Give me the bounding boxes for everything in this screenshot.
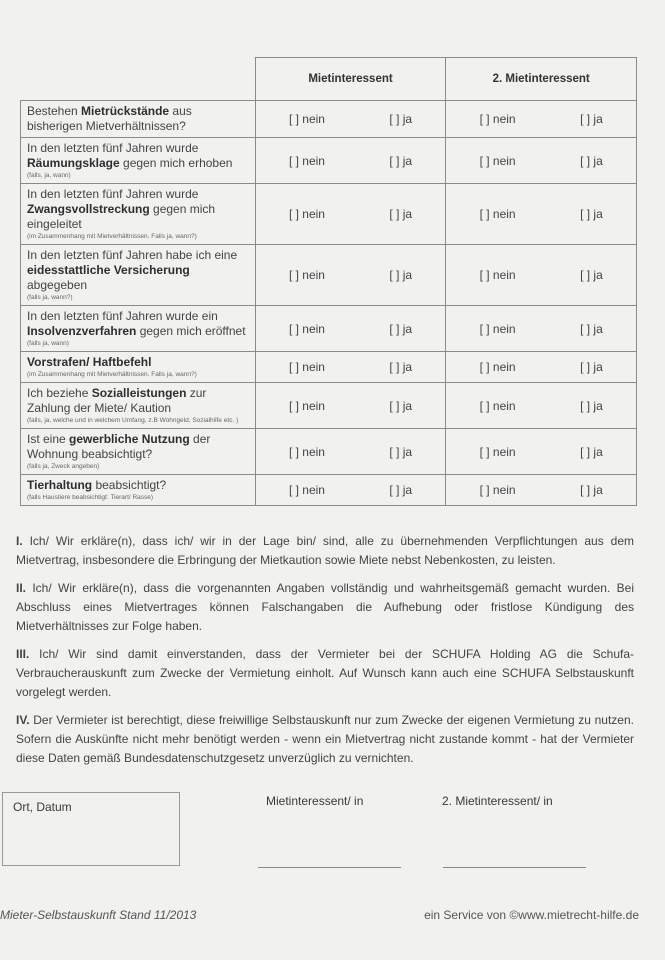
checkbox-nein[interactable]: [ ] nein: [479, 153, 516, 168]
answer-options: [447, 154, 635, 168]
question-cell: [21, 306, 256, 352]
question-note: (falls, ja, welche und in welchem Umfang, z.B Wohngeld, Sozialhilfe etc. ): [27, 417, 239, 424]
answer-options: [257, 322, 445, 336]
checkbox-nein[interactable]: [ ] nein: [479, 207, 516, 221]
answer-options: [257, 154, 445, 168]
question-text: gegen mich eingeleitet: [27, 202, 216, 231]
answer-options: [447, 360, 635, 374]
question-main: [27, 309, 249, 339]
checkbox-nein[interactable]: [ ] nein: [479, 321, 516, 336]
question-text: In den letzten fünf Jahren habe ich eine: [27, 248, 238, 262]
question-cell: [21, 138, 256, 184]
tenant1-signature-label: Mietinteressent/ in: [266, 794, 364, 808]
paragraph-text: Ich/ Wir erkläre(n), dass ich/ wir in der Lage bin/ sind, alle zu übernehmenden Verpflichtungen aus dem Mietvertrag, insbesondere die Erbringung der Mietkaution sowie Miete nebst Nebenkosten, zu leisten.: [16, 534, 634, 567]
answer-options: [447, 399, 635, 413]
question-text: In den letzten fünf Jahren wurde ein: [27, 309, 218, 323]
answer-cell-tenant-1: [255, 429, 446, 475]
declaration-paragraph: [16, 579, 634, 636]
paragraph-text: Ich/ Wir sind damit einverstanden, dass der Vermieter bei der SCHUFA Holding AG die Schufa-Verbraucherauskunft zum Zwecke der Vermietung einholt. Auf Wunsch kann auch eine SCHUFA Selbstauskunft vorgelegt werden.: [16, 647, 634, 699]
checkbox-ja[interactable]: [ ] ja: [580, 112, 603, 126]
answer-cell-tenant-2: [446, 184, 637, 245]
table-row: [21, 101, 637, 138]
checkbox-ja[interactable]: [ ] ja: [389, 321, 413, 336]
checkbox-ja[interactable]: [ ] ja: [389, 112, 413, 126]
checkbox-nein[interactable]: [ ] nein: [288, 360, 325, 374]
checkbox-ja[interactable]: [ ] ja: [389, 153, 413, 168]
checkbox-nein[interactable]: [ ] nein: [479, 483, 516, 497]
checkbox-ja[interactable]: [ ] ja: [580, 483, 603, 497]
place-date-box[interactable]: [2, 792, 180, 866]
answer-cell-tenant-2: [446, 138, 637, 184]
table-row: [21, 138, 637, 184]
answer-cell-tenant-2: [446, 383, 637, 429]
question-text: beabsichtigt?: [92, 478, 167, 492]
checkbox-ja[interactable]: [ ] ja: [389, 444, 413, 459]
question-note: (falls, ja, wann): [27, 172, 71, 179]
question-cell: [21, 184, 256, 245]
table-row: [21, 475, 637, 506]
question-keyword: eidesstattliche Versicherung: [27, 263, 190, 277]
answer-options: [447, 445, 635, 459]
question-text: gegen mich erhoben: [119, 156, 233, 170]
question-cell: [21, 383, 256, 429]
checkbox-ja[interactable]: [ ] ja: [580, 398, 603, 413]
table-row: [21, 306, 637, 352]
declarations: [16, 532, 634, 768]
footer-service: ein Service von ©www.mietrecht-hilfe.de: [424, 908, 639, 922]
question-text: der Wohnung beabsichtigt?: [27, 432, 211, 461]
question-text: aus bisherigen Mietverhältnissen?: [27, 104, 192, 133]
question-note: (falls Haustiere beabsichtigt: Tierart/ Rasse): [27, 494, 154, 501]
answer-options: [447, 322, 635, 336]
question-main: [27, 432, 249, 462]
paragraph-number: II.: [16, 581, 27, 595]
question-note: (falls ja, Zweck angeben): [27, 463, 100, 470]
signature-area: [0, 792, 665, 872]
answer-options: [257, 483, 445, 497]
answer-options: [447, 483, 635, 497]
checkbox-ja[interactable]: [ ] ja: [389, 268, 413, 282]
question-main: [27, 248, 249, 293]
question-keyword: gewerbliche Nutzung: [69, 432, 190, 446]
header-tenant-1: Mietinteressent: [255, 58, 446, 101]
paragraph-text: Ich/ Wir erkläre(n), dass die vorgenannten Angaben vollständig und wahrheitsgemäß gemacht wurden. Bei Abschluss eines Mietvertrages können Falschangaben die Aufhebung oder fristlose Kündigung des Mietverhältnisses zur Folge haben.: [16, 581, 634, 633]
checkbox-nein[interactable]: [ ] nein: [288, 444, 325, 459]
checkbox-nein[interactable]: [ ] nein: [479, 360, 516, 374]
answer-cell-tenant-1: [255, 245, 446, 306]
answer-cell-tenant-2: [446, 429, 637, 475]
question-keyword: Tierhaltung: [27, 478, 93, 492]
checkbox-ja[interactable]: [ ] ja: [580, 207, 603, 221]
paragraph-number: III.: [16, 647, 30, 661]
answer-cell-tenant-1: [255, 101, 446, 138]
checkbox-ja[interactable]: [ ] ja: [389, 207, 413, 221]
answer-options: [447, 207, 635, 221]
answer-cell-tenant-1: [255, 383, 446, 429]
question-keyword: Sozialleistungen: [91, 386, 187, 400]
answer-cell-tenant-2: [446, 101, 637, 138]
question-text: gegen mich eröffnet: [136, 324, 246, 338]
question-text: In den letzten fünf Jahren wurde: [27, 141, 199, 155]
question-main: [27, 141, 249, 171]
checkbox-ja[interactable]: [ ] ja: [389, 398, 413, 413]
checkbox-nein[interactable]: [ ] nein: [288, 483, 325, 497]
checkbox-nein[interactable]: [ ] nein: [288, 268, 325, 282]
header-row: [21, 58, 637, 101]
answer-cell-tenant-2: [446, 306, 637, 352]
answer-cell-tenant-2: [446, 245, 637, 306]
question-note: (falls ja, wann): [27, 340, 69, 347]
answer-options: [257, 445, 445, 459]
question-keyword: Vorstrafen/ Haftbefehl: [27, 355, 152, 369]
checkbox-ja[interactable]: [ ] ja: [580, 321, 603, 336]
checkbox-ja[interactable]: [ ] ja: [580, 444, 603, 459]
answer-options: [447, 112, 635, 126]
question-keyword: Räumungsklage: [27, 156, 120, 170]
paragraph-text: Der Vermieter ist berechtigt, diese freiwillige Selbstauskunft nur zum Zwecke der eigenen Vermietung zu nutzen. Sofern die Auskünfte nicht mehr benötigt werden - wenn ein Mietvertrag nicht zustande kommt - hat der Vermieter diese Daten gemäß Bundesdatenschutzgesetz unverzüglich zu vernichten.: [16, 713, 634, 765]
checkbox-ja[interactable]: [ ] ja: [580, 268, 603, 282]
checkbox-nein[interactable]: [ ] nein: [479, 444, 516, 459]
table-row: [21, 383, 637, 429]
answer-cell-tenant-1: [255, 184, 446, 245]
answer-cell-tenant-1: [255, 306, 446, 352]
question-text: abgegeben: [27, 278, 88, 292]
footer: [0, 908, 639, 922]
answer-options: [447, 268, 635, 282]
questionnaire-table: [20, 57, 637, 506]
table-row: [21, 184, 637, 245]
question-cell: [21, 245, 256, 306]
header-blank: [21, 58, 256, 101]
answer-cell-tenant-2: [446, 475, 637, 506]
question-note: (im Zusammenhang mit Mietverhältnissen. Falls ja, wann?): [27, 371, 197, 378]
checkbox-nein[interactable]: [ ] nein: [288, 321, 325, 336]
question-text: zur Zahlung der Miete/ Kaution: [27, 386, 207, 415]
question-cell: [21, 475, 256, 506]
question-text: Ich beziehe: [27, 386, 92, 400]
paragraph-number: IV.: [16, 713, 30, 727]
answer-options: [257, 399, 445, 413]
paragraph-number: I.: [16, 534, 23, 548]
checkbox-nein[interactable]: [ ] nein: [288, 153, 325, 168]
question-keyword: Mietrückstände: [81, 104, 170, 118]
footer-version: Mieter-Selbstauskunft Stand 11/2013: [0, 908, 197, 922]
checkbox-nein[interactable]: [ ] nein: [288, 112, 325, 126]
header-tenant-2: 2. Mietinteressent: [446, 58, 637, 101]
place-date-label: Ort, Datum: [13, 800, 72, 814]
question-main: [27, 104, 249, 134]
question-text: Bestehen: [27, 104, 82, 118]
checkbox-ja[interactable]: [ ] ja: [580, 153, 603, 168]
checkbox-nein[interactable]: [ ] nein: [479, 268, 516, 282]
answer-cell-tenant-1: [255, 352, 446, 383]
table-row: [21, 245, 637, 306]
table-row: [21, 352, 637, 383]
document-page: [0, 57, 665, 922]
answer-cell-tenant-2: [446, 352, 637, 383]
question-main: [27, 386, 249, 416]
question-note: (im Zusammenhang mit Mietverhältnissen. Falls ja, wann?): [27, 233, 197, 240]
checkbox-nein[interactable]: [ ] nein: [479, 398, 516, 413]
checkbox-nein[interactable]: [ ] nein: [288, 207, 325, 221]
checkbox-ja[interactable]: [ ] ja: [580, 360, 603, 374]
checkbox-ja[interactable]: [ ] ja: [389, 360, 413, 374]
answer-options: [257, 268, 445, 282]
tenant1-signature-line[interactable]: [258, 867, 401, 868]
declaration-paragraph: [16, 532, 634, 570]
question-text: Ist eine: [27, 432, 70, 446]
tenant2-signature-line[interactable]: [443, 867, 586, 868]
tenant2-signature-label: 2. Mietinteressent/ in: [442, 794, 553, 808]
question-note: (falls ja, wann?): [27, 294, 73, 301]
question-cell: [21, 429, 256, 475]
question-keyword: Zwangsvollstreckung: [27, 202, 150, 216]
question-main: [27, 478, 249, 493]
checkbox-nein[interactable]: [ ] nein: [479, 112, 516, 126]
declaration-paragraph: [16, 645, 634, 702]
answer-options: [257, 112, 445, 126]
question-cell: [21, 352, 256, 383]
question-cell: [21, 101, 256, 138]
checkbox-ja[interactable]: [ ] ja: [389, 483, 413, 497]
answer-cell-tenant-1: [255, 138, 446, 184]
question-main: [27, 355, 249, 370]
question-main: [27, 187, 249, 232]
question-keyword: Insolvenzverfahren: [27, 324, 137, 338]
checkbox-nein[interactable]: [ ] nein: [288, 398, 325, 413]
answer-cell-tenant-1: [255, 475, 446, 506]
declaration-paragraph: [16, 711, 634, 768]
table-row: [21, 429, 637, 475]
answer-options: [257, 207, 445, 221]
answer-options: [257, 360, 445, 374]
question-text: In den letzten fünf Jahren wurde: [27, 187, 199, 201]
